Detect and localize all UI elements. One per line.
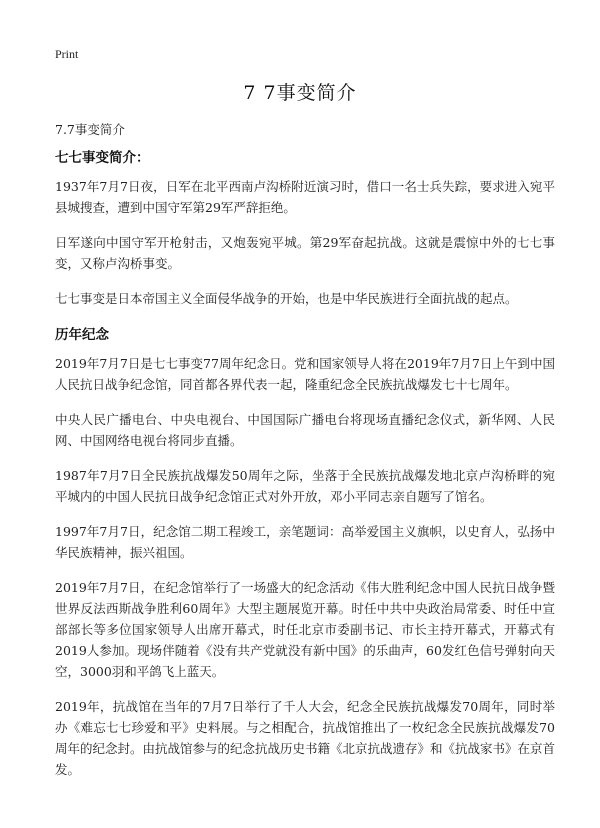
paragraph: 1997年7月7日，纪念馆二期工程竣工，亲笔题词：高举爱国主义旗帜，以史育人，弘扬中华民族精神，振兴祖国。 (55, 524, 555, 560)
print-label: Print (55, 47, 79, 61)
paragraph: 七七事变是日本帝国主义全面侵华战争的开始，也是中华民族进行全面抗战的起点。 (55, 291, 518, 306)
section-heading: 历年纪念 (55, 327, 109, 343)
section-commemoration (55, 323, 555, 780)
paragraph: 日军遂向中国守军开枪射击，又炮轰宛平城。第29军奋起抗战。这就是震惊中外的七七事变，又称卢沟桥事变。 (55, 235, 555, 271)
paragraph: 2019年，抗战馆在当年的7月7日举行了千人大会，纪念全民族抗战爆发70周年，同时举办《难忘七七珍爱和平》史料展。与之相配合，抗战馆推出了一枚纪念全民族抗战爆发70周年的纪念封。由抗战馆参与的纪念抗战历史书籍《北京抗战遗存》和《抗战家书》在京首发。 (55, 699, 556, 777)
document-title: 7 7事变简介 (243, 82, 357, 104)
section-introduction (55, 146, 555, 309)
paragraph: 2019年7月7日，在纪念馆举行了一场盛大的纪念活动《伟大胜利纪念中国人民抗日战争暨世界反法西斯战争胜利60周年》大型主题展览开幕。时任中共中央政治局常委、时任中宣部部长等多位国家领导人出席开幕式，时任北京市委副书记、市长主持开幕式，开幕式有2019人参加。现场伴随着《没有共产党就没有新中国》的乐曲声，60发红色信号弹射向天空，3000羽和平鸽飞上蓝天。 (55, 580, 555, 679)
paragraph: 中央人民广播电台、中央电视台、中国国际广播电台将现场直播纪念仪式，新华网、人民网、中国网络电视台将同步直播。 (55, 412, 555, 448)
paragraph: 1937年7月7日夜，日军在北平西南卢沟桥附近演习时，借口一名士兵失踪，要求进入宛平县城搜查，遭到中国守军第29军严辞拒绝。 (55, 179, 555, 215)
paragraph: 2019年7月7日是七七事变77周年纪念日。党和国家领导人将在2019年7月7日上午到中国人民抗日战争纪念馆，同首都各界代表一起，隆重纪念全民族抗战爆发七十七周年。 (55, 356, 555, 392)
document-subtitle: 7.7事变简介 (55, 122, 125, 137)
paragraph: 1987年7月7日全民族抗战爆发50周年之际，坐落于全民族抗战爆发地北京卢沟桥畔的宛平城内的中国人民抗日战争纪念馆正式对外开放，邓小平同志亲自题写了馆名。 (55, 468, 555, 504)
section-heading: 七七事变简介： (55, 150, 150, 166)
document-body (55, 146, 555, 792)
